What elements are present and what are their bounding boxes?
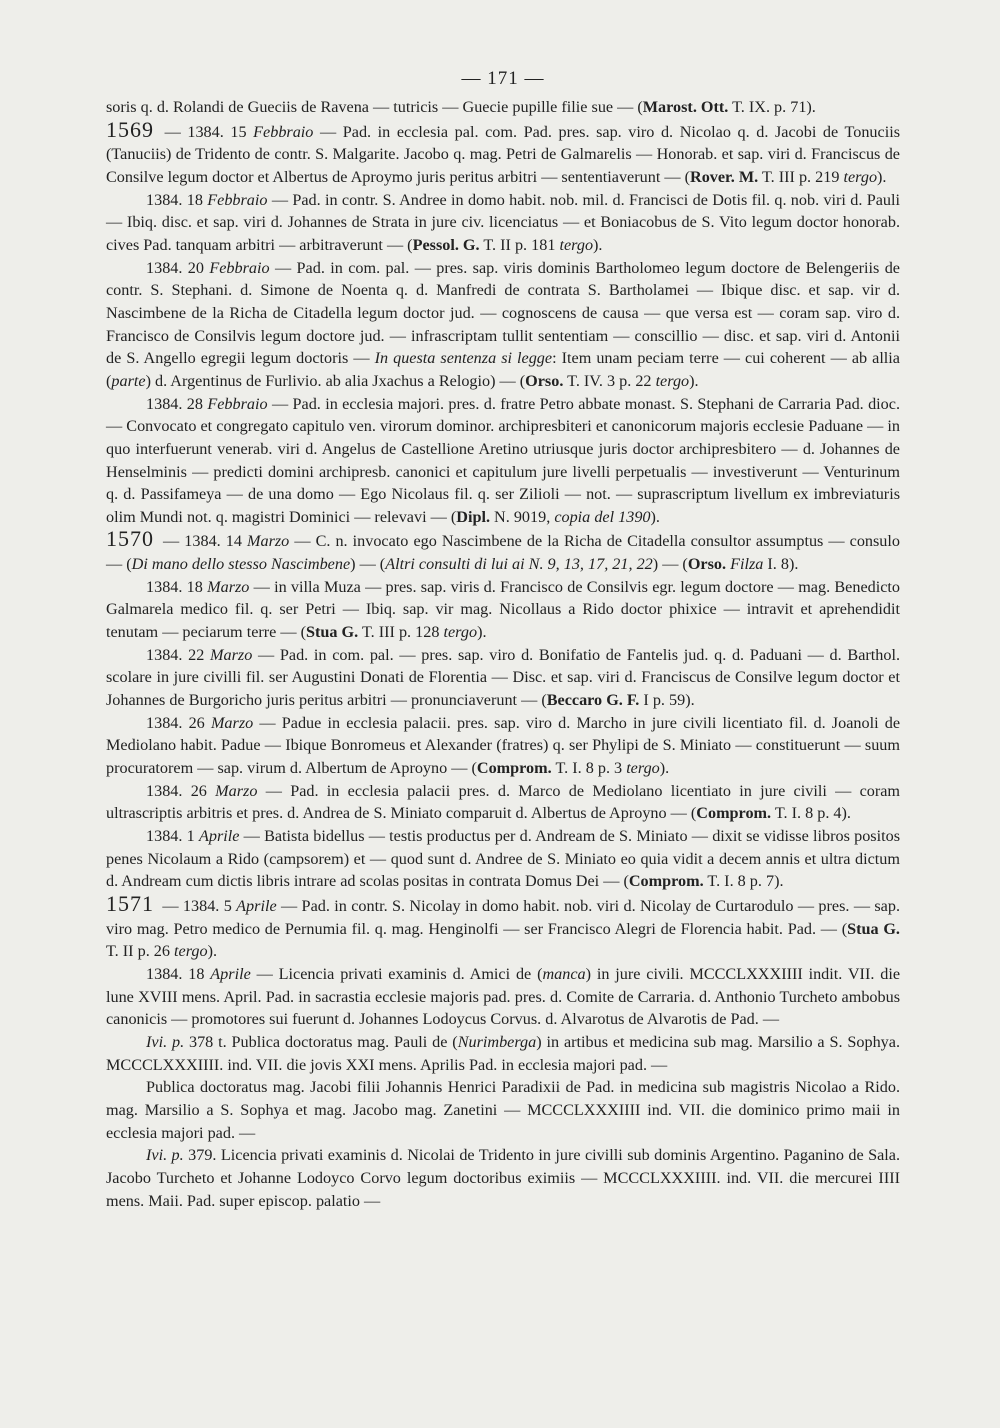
- text-run: ) in jure civili. MCCCLXXXIIII indit. VII. die lune XVIII mens. April. Pad. in sacrastia ecclesie majoris pad. pres. d. Comite de Carraria. d. Anthonio Turcheto ambobus canonicis — promotores sui fuerunt d. Johannes Lodoycus Corvus. d. Alvarotus de Alvarotis de Pad. —: [106, 964, 901, 1029]
- italic-text: Marzo: [215, 781, 258, 800]
- archive-reference: Rover. M.: [690, 167, 759, 186]
- italic-text: manca: [542, 964, 586, 983]
- text-run: — 1384. 5: [158, 896, 237, 915]
- text-run: ).: [689, 371, 699, 390]
- document-paragraph: [106, 576, 900, 644]
- italic-text: tergo: [174, 942, 208, 961]
- document-paragraph: [106, 1031, 900, 1076]
- text-run: I p. 59).: [639, 691, 695, 710]
- italic-text: Altri consulti di lui ai N. 9, 13, 17, 21, 22: [385, 555, 653, 574]
- italic-text: Marzo: [210, 713, 254, 732]
- text-run: 1384. 28: [146, 394, 208, 413]
- text-run: I. 8).: [763, 555, 799, 574]
- italic-text: tergo: [655, 371, 690, 390]
- text-run: 1384. 18: [146, 964, 211, 983]
- document-paragraph: [106, 189, 900, 257]
- text-run: 1384. 22: [146, 645, 211, 664]
- archive-reference: Beccaro G. F.: [546, 691, 640, 710]
- text-run: ) in artibus et medicina sub mag. Marsilio a S. Sophya. MCCCLXXXIIII. ind. VII. die jovis XXI mens. Aprilis Pad. in ecclesia majori pad. —: [106, 1032, 900, 1074]
- text-run: ).: [877, 167, 887, 186]
- text-run: 1384. 20: [146, 258, 210, 277]
- italic-text: Aprile: [210, 964, 251, 983]
- italic-text: Filza: [730, 555, 764, 574]
- document-paragraph: [106, 257, 900, 393]
- text-run: ).: [650, 507, 660, 526]
- text-run: ) — (: [350, 555, 386, 574]
- text-run: — 1384. 15: [158, 122, 254, 141]
- italic-text: Ivi. p.: [146, 1032, 185, 1051]
- text-run: 1384. 26: [146, 713, 211, 732]
- text-run: N. 9019,: [490, 507, 555, 526]
- text-run: : Item unam peciam terre — cui coherent — ab allia (: [106, 349, 900, 390]
- document-paragraph: [106, 963, 900, 1031]
- archive-reference: Stua G.: [306, 623, 359, 642]
- text-run: 379. Licencia privati examinis d. Nicolai de Tridento in jure civilli sub dominis Argentino. Paganino de Sala. Jacobo Turcheto et Johanne Lodoyco Corvo legum doctoribus eximiis — MCCCLXXXIIII. ind. VII. die mercurei IIII mens. Maii. Pad. super episcop. palatio —: [106, 1146, 900, 1210]
- archive-reference: Comprom.: [696, 804, 772, 823]
- page-number: — 171 —: [461, 68, 545, 89]
- text-run: — Padue in ecclesia palacii. pres. sap. viro d. Marcho in jure civili licentiato fil. d. Joanoli de Mediolano habit. Padue — Ibique Bonromeus et Alexander (fratres) q. ser Phylipi de S. Miniato — constituerunt — suum procuratorem — sap. virum d. Albertum de Aproyno — (: [106, 713, 901, 778]
- text-run: — Batista bidellus — testis productus per d. Andream de S. Miniato — dixit se vidisse libros positos penes Nicolaum a Rido (campsorem) et — quod sunt d. Andree de S. Miniato eo quia vidit a decem annis et ultra dictum d. Andream cum dictis libris intrare ad scolas positas in contrata Domus Dei — (: [106, 827, 900, 891]
- text-run: — Pad. in ecclesia palacii pres. d. Marco de Mediolano licentiato in jure civili — coram ultrascriptis arbitris et pres. d. Andrea de S. Miniato comparuit d. Albertus de Aproyno — (: [106, 781, 901, 823]
- italic-text: Di mano dello stesso Nascimbene: [131, 555, 351, 574]
- text-run: Publica doctoratus mag. Jacobi filii Johannis Henrici Paradixii de Pad. in medicina sub magistris Nicolao a Rido. mag. Marsilio a S. Sophya et mag. Jacobo mag. Zanetini — MCCCLXXXIIII ind. VII. die dominico primo maii in ecclesia majori pad. —: [106, 1078, 900, 1142]
- italic-text: Nurimberga: [457, 1032, 537, 1051]
- text-run: — C. n. invocato ego Nascimbene de la Richa de Citadella consultor assumptus — consulo — (: [106, 532, 900, 574]
- italic-text: tergo: [626, 759, 660, 778]
- text-run: ) d. Argentinus de Furlivio. ab alia Jxachus a Relogio) — (: [145, 371, 526, 390]
- text-run: — Pad. in contr. S. Nicolay in domo habit. nob. viri d. Nicolay de Curtarodulo — pres. — sap. viro mag. Petro medico de Pernumia fil. q. mag. Henginolfi — ser Francisco Alegri de Florencia habit. Pad. — (: [106, 896, 900, 938]
- archive-reference: Dipl.: [456, 507, 490, 526]
- document-paragraph: [106, 116, 901, 189]
- italic-text: Marzo: [210, 645, 253, 664]
- italic-text: tergo: [843, 167, 878, 186]
- document-paragraph: [106, 1076, 900, 1144]
- italic-text: copia del 1390: [554, 507, 651, 526]
- text-run: — Pad. in contr. S. Andree in domo habit. nob. mil. d. Francisci de Dotis fil. q. nob. viri d. Pauli — Ibiq. disc. et sap. viri d. Johannes de Strata in jure civ. licenciatus — et Boniacobus de S. Vito legum doctor honorab. cives Pad. tanquam arbitri — arbitraverunt — (: [106, 190, 900, 254]
- text-run: T. III p. 128: [358, 623, 444, 642]
- text-run: 1384. 18: [146, 577, 208, 596]
- text-run: T. III p. 219: [758, 167, 844, 186]
- italic-text: tergo: [559, 235, 594, 254]
- text-run: — 1384. 14: [158, 532, 247, 551]
- document-paragraph: [106, 825, 900, 893]
- document-paragraph: [106, 393, 900, 529]
- italic-text: In questa sentenza si legge: [374, 349, 553, 368]
- text-run: T. I. 8 p. 3: [551, 759, 627, 778]
- text-run: — Pad. in ecclesia pal. com. Pad. pres. sap. viro d. Nicolao q. d. Jacobi de Tonuciis (Tanuciis) de Tridento de contr. S. Malgarite. Jacobo q. mag. Petri de Galmarelis — Honorab. et sap. viri d. Franciscus de Consilve legum doctor et Albertus de Aproymo juris peritus arbitri — sententiaverunt — (: [106, 122, 901, 186]
- text-run: — Pad. in com. pal. — pres. sap. viris dominis Bartholomeo legum doctore de Belengeriis de contr. S. Stephani. d. Simone de Noenta q. d. Manfredi de contrata S. Bartholamei — Ibique disc. et sap. vir d. Nascimbene de la Richa de Citadella legum doctor jud. — cognoscens de causa — que versa est — coram sap. viro d. Francisco de Consilvis legum doctore jud. — infrascriptam tullit sententiam — conscillio — disc. et sap. viri d. Antonii de S. Angello egregii legum doctoris —: [106, 258, 900, 368]
- text-run: ) — (: [652, 555, 688, 574]
- archive-reference: Pessol. G.: [412, 235, 480, 254]
- text-run: 1384. 18: [146, 190, 208, 209]
- document-paragraph: [106, 712, 900, 780]
- italic-text: tergo: [443, 623, 478, 642]
- text-run: ).: [477, 623, 487, 642]
- text-run: ).: [593, 235, 603, 254]
- italic-text: Febbraio: [207, 394, 268, 413]
- italic-text: Febbraio: [209, 258, 270, 277]
- archive-reference: Marost. Ott.: [642, 98, 729, 116]
- text-run: T. I. 8 p. 7).: [703, 872, 784, 891]
- italic-text: Ivi. p.: [146, 1146, 184, 1165]
- italic-text: Marzo: [247, 532, 290, 551]
- italic-text: Febbraio: [253, 122, 314, 141]
- document-paragraph: [106, 780, 900, 825]
- archive-reference: Stua G.: [847, 919, 900, 938]
- archive-reference: Comprom.: [628, 872, 704, 891]
- text-run: ).: [207, 942, 218, 961]
- archive-reference: Orso.: [525, 371, 564, 390]
- text-run: soris q. d. Rolandi de Gueciis de Ravena — tutricis — Guecie pupille filie sue — (: [106, 98, 643, 116]
- entry-number: 1571: [106, 890, 154, 916]
- text-run: T. II p. 181: [479, 235, 560, 254]
- text-run: 1384. 26: [146, 781, 216, 800]
- document-paragraph: [106, 96, 900, 119]
- italic-text: Aprile: [236, 896, 277, 915]
- text-run: — Pad. in ecclesia majori. pres. d. fratre Petro abbate monast. S. Stephani de Carraria Pad. dioc. — Convocato et congregato capitulo ven. virorum dominor. archipresbiteri et canonicorum majoris ecclesie Paduane — in quo interfuerunt venerab. viri d. Angelus de Castellione Aretino utriusque juris doctor archipresbitero — d. Johannes de Henselminis — predicti domini archipresb. canonici et capitulum jure livelli perpetualis — investiverunt — Venturinum q. d. Passifameya — de una domo — Ego Nicolaus fil. q. ser Zilioli — not. — suprascriptum livellum ex imbreviaturis olim Mundi not. q. magistri Dominici — relevavi — (: [106, 394, 901, 526]
- text-run: T. I. 8 p. 4).: [771, 804, 851, 823]
- text-run: — Pad. in com. pal. — pres. sap. viro d. Bonifatio de Fantelis jud. q. d. Paduani — d. Barthol. scolare in jure civilli fil. ser Augustini Donati de Florentia — Disc. et sap. viri d. Franciscus de Consilve legum doctor et Johannes de Burgoricho juris peritus arbitri — pronunciaverunt — (: [106, 645, 900, 710]
- document-body: [106, 96, 900, 1212]
- archive-reference: Orso.: [687, 555, 727, 574]
- text-run: — Licencia privati examinis d. Amici de (: [250, 964, 543, 983]
- document-paragraph: [106, 890, 900, 963]
- text-run: ).: [659, 759, 670, 778]
- document-paragraph: [106, 1144, 900, 1212]
- document-paragraph: [106, 528, 900, 575]
- text-run: 378 t. Publica doctoratus mag. Pauli de (: [184, 1032, 458, 1051]
- archive-reference: Comprom.: [476, 759, 552, 778]
- text-run: 1384. 1: [146, 827, 199, 845]
- italic-text: Aprile: [198, 827, 240, 845]
- document-paragraph: [106, 644, 900, 712]
- text-run: T. IX. p. 71).: [728, 98, 816, 116]
- italic-text: Marzo: [207, 577, 250, 596]
- text-run: — in villa Muza — pres. sap. viris d. Francisco de Consilvis egr. legum doctore — mag. Benedicto Galmarela medico fil. q. ser Petri — Ibiq. sap. vir mag. Nicollaus a Rido doctor phixice — intravit et aprehendidit tenutam — peciarum terre — (: [106, 577, 901, 642]
- entry-number: 1569: [106, 116, 154, 142]
- italic-text: Febbraio: [207, 190, 268, 209]
- entry-number: 1570: [106, 526, 154, 552]
- italic-text: parte: [111, 371, 146, 390]
- text-run: T. II p. 26: [106, 942, 175, 961]
- text-run: T. IV. 3 p. 22: [563, 371, 656, 390]
